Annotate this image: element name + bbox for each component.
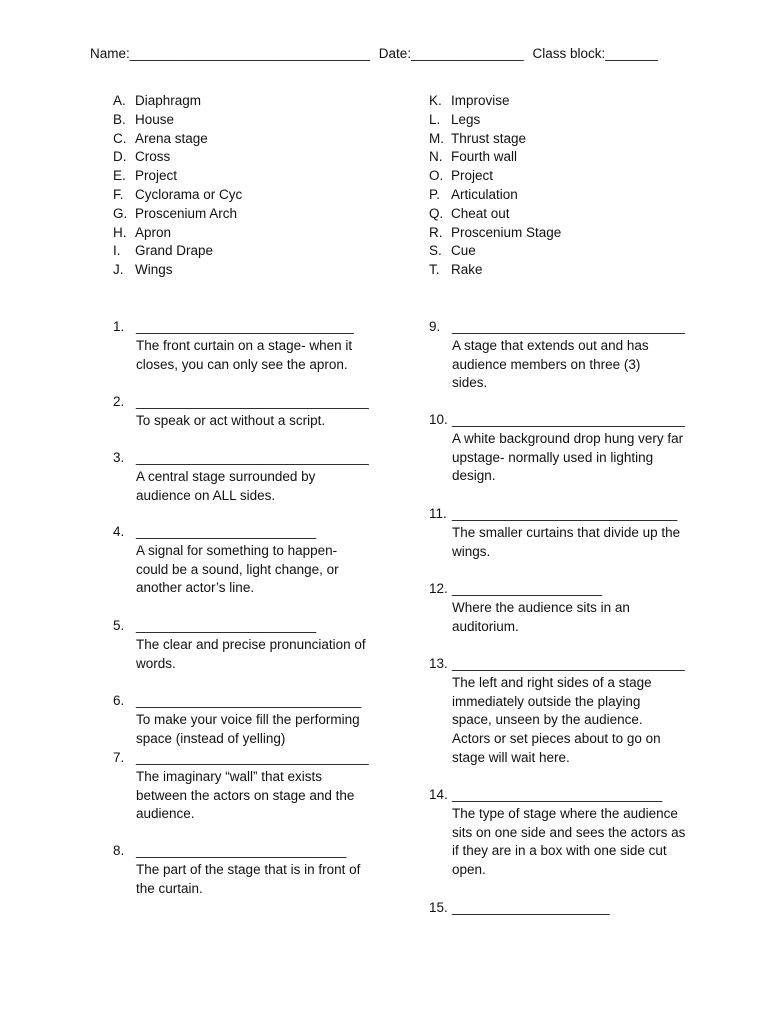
- question-item: [429, 655, 689, 775]
- answer-blank[interactable]: _____________________: [452, 900, 610, 915]
- word-bank-item: [113, 111, 242, 130]
- question-item: [113, 318, 363, 378]
- item-letter: L.: [429, 111, 441, 127]
- question-number: 6.: [113, 693, 125, 708]
- question-item: [429, 786, 689, 886]
- item-letter: T.: [429, 262, 440, 278]
- question-number: 11.: [429, 506, 447, 521]
- item-letter: O.: [429, 168, 444, 184]
- answer-blank[interactable]: _______________________________: [136, 750, 369, 765]
- question-number: 3.: [113, 450, 125, 465]
- item-term: Arena stage: [135, 130, 208, 146]
- answer-blank[interactable]: ________________________: [136, 524, 317, 539]
- question-definition: The smaller curtains that divide up the wings.: [452, 524, 681, 559]
- item-term: Project: [451, 168, 494, 184]
- item-letter: N.: [429, 149, 443, 165]
- question-definition: A white background drop hung very far upstage- normally used in lighting design.: [452, 430, 684, 484]
- question-item: [113, 692, 363, 752]
- question-number: 5.: [113, 618, 125, 633]
- question-definition: The front curtain on a stage- when it closes, you can only see the apron.: [136, 337, 353, 372]
- word-bank-right: [429, 92, 561, 280]
- question-item: [429, 505, 689, 565]
- question-item: [113, 449, 369, 509]
- question-definition: A central stage surrounded by audience on ALL sides.: [136, 468, 316, 503]
- item-term: House: [135, 111, 175, 127]
- question-item: [113, 393, 369, 433]
- word-bank-item: [429, 92, 561, 111]
- question-definition: A signal for something to happen- could be a sound, light change, or another actor’s line.: [136, 542, 339, 596]
- word-bank-item: [113, 205, 242, 224]
- question-item: [113, 842, 363, 902]
- word-bank-item: [113, 242, 242, 261]
- question-number: 4.: [113, 524, 125, 539]
- question-definition: Where the audience sits in an auditorium.: [452, 599, 630, 634]
- item-term: Proscenium Arch: [135, 205, 238, 221]
- question-item: [113, 523, 363, 603]
- question-definition: The part of the stage that is in front of the curtain.: [136, 861, 361, 896]
- word-bank-item: [113, 186, 242, 205]
- item-term: Cyclorama or Cyc: [135, 186, 243, 202]
- question-number: 9.: [429, 319, 441, 334]
- question-item: [429, 318, 689, 398]
- item-term: Diaphragm: [135, 93, 202, 108]
- answer-blank[interactable]: _______________________________: [452, 412, 685, 427]
- item-letter: D.: [113, 149, 127, 165]
- answer-blank[interactable]: ____________________________: [136, 843, 347, 858]
- item-letter: J.: [113, 262, 124, 278]
- word-bank-item: [429, 148, 561, 167]
- word-bank-item: [429, 130, 561, 149]
- question-number: 10.: [429, 412, 448, 427]
- item-letter: S.: [429, 243, 442, 259]
- question-number: 7.: [113, 750, 125, 765]
- word-bank-item: [429, 224, 561, 243]
- item-letter: R.: [429, 224, 443, 240]
- answer-blank[interactable]: ____________________________: [452, 787, 663, 802]
- item-term: Cheat out: [451, 205, 510, 221]
- answer-blank[interactable]: _______________________________: [136, 394, 369, 409]
- question-definition: A stage that extends out and has audience members on three (3) sides.: [452, 337, 649, 391]
- answer-blank[interactable]: _______________________________: [452, 656, 685, 671]
- word-bank-item: [429, 205, 561, 224]
- question-number: 13.: [429, 656, 448, 671]
- item-term: Legs: [451, 111, 481, 127]
- word-bank-item: [429, 111, 561, 130]
- item-term: Project: [135, 168, 178, 184]
- question-definition: The left and right sides of a stage immediately outside the playing space, unseen by the audience. Actors or set pieces about to go on stage will wait here.: [452, 674, 661, 765]
- word-bank-item: [113, 148, 242, 167]
- word-bank-item: [113, 92, 242, 111]
- item-term: Cross: [135, 149, 171, 165]
- question-item: [429, 411, 689, 491]
- question-definition: The imaginary “wall” that exists between the actors on stage and the audience.: [136, 768, 355, 822]
- class-block-field[interactable]: Class block:_______: [532, 46, 658, 61]
- item-letter: M.: [429, 130, 444, 146]
- item-letter: H.: [113, 224, 127, 240]
- question-number: 15.: [429, 900, 448, 915]
- word-bank-left: [113, 92, 242, 280]
- question-item: [113, 749, 369, 829]
- item-letter: B.: [113, 111, 126, 127]
- question-definition: The clear and precise pronunciation of words.: [136, 636, 366, 671]
- item-letter: I.: [113, 243, 121, 259]
- word-bank-item: [429, 261, 561, 280]
- item-term: Cue: [451, 243, 476, 259]
- date-field[interactable]: Date:_______________: [378, 46, 524, 61]
- question-item: [113, 617, 366, 677]
- item-letter: Q.: [429, 205, 444, 221]
- word-bank-item: [113, 167, 242, 186]
- question-number: 2.: [113, 394, 125, 409]
- worksheet-header: [90, 46, 663, 61]
- question-item: [429, 580, 689, 640]
- item-term: Wings: [135, 262, 173, 278]
- item-term: Proscenium Stage: [451, 224, 562, 240]
- item-term: Rake: [451, 262, 483, 278]
- item-term: Grand Drape: [135, 243, 214, 259]
- item-letter: P.: [429, 186, 441, 202]
- answer-blank[interactable]: _____________________________: [136, 319, 354, 334]
- item-letter: E.: [113, 168, 126, 184]
- item-term: Improvise: [451, 93, 510, 108]
- word-bank-item: [429, 167, 561, 186]
- answer-blank[interactable]: ________________________: [136, 618, 317, 633]
- item-term: Articulation: [451, 186, 518, 202]
- question-definition: The type of stage where the audience sits on one side and sees the actors as if they are in a box with one side cut open.: [452, 805, 686, 878]
- answer-blank[interactable]: ______________________________: [136, 693, 362, 708]
- item-term: Thrust stage: [451, 130, 527, 146]
- item-letter: A.: [113, 93, 126, 108]
- item-term: Fourth wall: [451, 149, 518, 165]
- question-number: 14.: [429, 787, 448, 802]
- word-bank-item: [429, 242, 561, 261]
- item-letter: G.: [113, 205, 128, 221]
- answer-blank[interactable]: ______________________________: [452, 506, 678, 521]
- item-term: Apron: [135, 224, 172, 240]
- question-number: 12.: [429, 581, 448, 596]
- word-bank-item: [113, 130, 242, 149]
- item-letter: C.: [113, 130, 127, 146]
- word-bank-item: [113, 224, 242, 243]
- question-definition: To speak or act without a script.: [136, 412, 326, 428]
- answer-blank[interactable]: ____________________: [452, 581, 603, 596]
- item-letter: F.: [113, 186, 124, 202]
- question-number: 8.: [113, 843, 125, 858]
- word-bank-item: [113, 261, 242, 280]
- question-item: [429, 899, 689, 923]
- item-letter: K.: [429, 93, 442, 108]
- name-field[interactable]: Name:________________________________: [90, 46, 371, 61]
- question-number: 1.: [113, 319, 125, 334]
- answer-blank[interactable]: _______________________________: [452, 319, 685, 334]
- word-bank-item: [429, 186, 561, 205]
- answer-blank[interactable]: _______________________________: [136, 450, 369, 465]
- question-definition: To make your voice fill the performing space (instead of yelling): [136, 711, 360, 746]
